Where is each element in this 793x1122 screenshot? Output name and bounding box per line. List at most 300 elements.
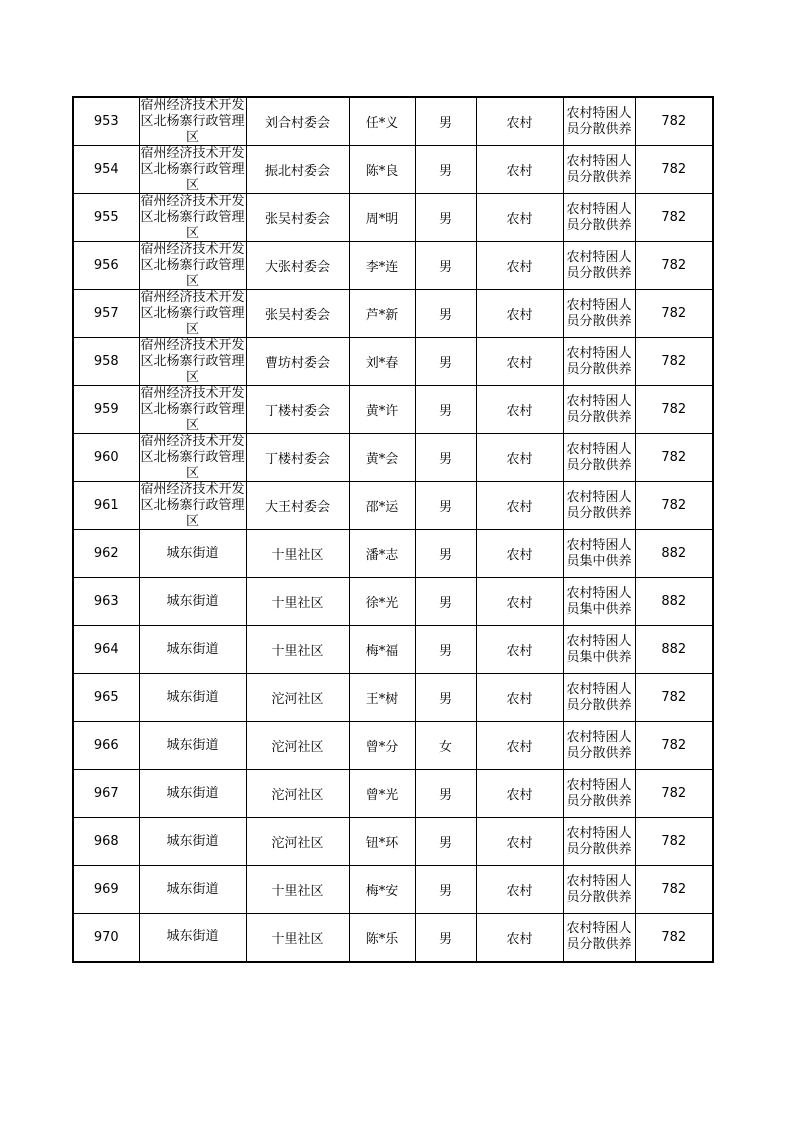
person-name: 陈*乐 — [365, 931, 399, 947]
area-type-cell — [476, 338, 563, 386]
support-category-cell — [563, 434, 635, 482]
person-name: 芦*新 — [365, 308, 399, 323]
row-number-cell — [73, 722, 139, 770]
support-category-cell — [563, 914, 635, 962]
amount: 782 — [661, 929, 687, 945]
row-number: 957 — [93, 306, 119, 321]
area-type: 农村 — [506, 788, 533, 803]
person-name-cell — [349, 578, 415, 626]
person-name-cell — [349, 338, 415, 386]
amount-cell — [635, 626, 713, 674]
district-cell — [139, 242, 246, 290]
support-category: 农村特困人员分散供养 — [566, 153, 632, 185]
village-cell — [246, 674, 349, 722]
person-name-cell — [349, 434, 415, 482]
row-number-cell — [73, 434, 139, 482]
district-cell — [139, 434, 246, 482]
row-number: 964 — [93, 642, 119, 657]
support-category-cell — [563, 626, 635, 674]
area-type-cell — [476, 97, 563, 146]
area-type-cell — [476, 146, 563, 194]
gender-cell — [415, 338, 476, 386]
district-name: 城东街道 — [166, 737, 219, 753]
village-cell — [246, 866, 349, 914]
row-number: 958 — [93, 354, 119, 369]
village-cell — [246, 290, 349, 338]
area-type: 农村 — [506, 596, 533, 611]
district-name: 宿州经济技术开发区北杨寨行政管理区 — [140, 482, 245, 529]
gender-cell — [415, 434, 476, 482]
relief-roster-table — [72, 96, 714, 963]
support-category-cell — [563, 578, 635, 626]
row-number-cell — [73, 386, 139, 434]
gender: 男 — [438, 260, 452, 275]
gender: 男 — [438, 164, 452, 179]
support-category-cell — [563, 530, 635, 578]
gender: 男 — [438, 644, 452, 659]
village-cell — [246, 242, 349, 290]
person-name: 周*明 — [365, 212, 399, 227]
village-cell — [246, 770, 349, 818]
row-number: 954 — [93, 162, 119, 177]
support-category: 农村特困人员分散供养 — [566, 825, 632, 857]
amount: 782 — [661, 690, 687, 705]
amount: 782 — [661, 882, 687, 897]
village-name: 曹坊村委会 — [264, 356, 330, 371]
amount: 782 — [661, 834, 687, 849]
district-name: 宿州经济技术开发区北杨寨行政管理区 — [140, 194, 245, 241]
person-name: 曾*分 — [365, 740, 399, 755]
gender: 女 — [438, 740, 452, 755]
area-type-cell — [476, 674, 563, 722]
gender-cell — [415, 97, 476, 146]
district-cell — [139, 770, 246, 818]
amount-cell — [635, 674, 713, 722]
table-row — [73, 530, 713, 578]
area-type-cell — [476, 194, 563, 242]
table-row — [73, 866, 713, 914]
gender: 男 — [438, 404, 452, 419]
village-cell — [246, 146, 349, 194]
person-name: 李*连 — [365, 260, 399, 275]
support-category: 农村特困人员分散供养 — [566, 441, 632, 473]
support-category: 农村特困人员分散供养 — [566, 729, 632, 761]
support-category: 农村特困人员集中供养 — [566, 585, 632, 617]
row-number-cell — [73, 242, 139, 290]
area-type: 农村 — [506, 260, 533, 275]
area-type: 农村 — [506, 740, 533, 755]
amount-cell — [635, 578, 713, 626]
district-name: 城东街道 — [166, 929, 219, 945]
gender-cell — [415, 866, 476, 914]
person-name: 梅*安 — [365, 884, 399, 899]
support-category: 农村特困人员分散供养 — [566, 681, 632, 713]
support-category-cell — [563, 482, 635, 530]
district-cell — [139, 482, 246, 530]
area-type: 农村 — [506, 308, 533, 323]
amount-cell — [635, 242, 713, 290]
person-name-cell — [349, 914, 415, 962]
gender: 男 — [438, 500, 452, 515]
district-cell — [139, 626, 246, 674]
gender: 男 — [438, 884, 452, 899]
support-category-cell — [563, 866, 635, 914]
amount-cell — [635, 386, 713, 434]
person-name-cell — [349, 866, 415, 914]
support-category: 农村特困人员分散供养 — [566, 297, 632, 329]
person-name: 黄*许 — [365, 404, 399, 419]
area-type-cell — [476, 818, 563, 866]
district-name: 城东街道 — [166, 545, 219, 561]
gender: 男 — [438, 836, 452, 851]
district-cell — [139, 530, 246, 578]
gender-cell — [415, 146, 476, 194]
district-name: 宿州经济技术开发区北杨寨行政管理区 — [140, 98, 245, 145]
table-row — [73, 434, 713, 482]
amount: 782 — [661, 114, 687, 129]
area-type-cell — [476, 866, 563, 914]
village-name: 十里社区 — [271, 884, 324, 899]
gender: 男 — [438, 931, 452, 947]
area-type: 农村 — [506, 884, 533, 899]
village-name: 十里社区 — [271, 596, 324, 611]
amount: 782 — [661, 738, 687, 753]
amount: 882 — [661, 642, 687, 657]
row-number-cell — [73, 338, 139, 386]
area-type: 农村 — [506, 836, 533, 851]
person-name-cell — [349, 386, 415, 434]
amount-cell — [635, 914, 713, 962]
person-name: 邵*运 — [365, 500, 399, 515]
support-category-cell — [563, 386, 635, 434]
district-cell — [139, 866, 246, 914]
support-category: 农村特困人员分散供养 — [566, 777, 632, 809]
gender: 男 — [438, 356, 452, 371]
support-category-cell — [563, 338, 635, 386]
area-type: 农村 — [506, 116, 533, 131]
person-name-cell — [349, 770, 415, 818]
gender: 男 — [438, 452, 452, 467]
district-cell — [139, 194, 246, 242]
village-name: 张吴村委会 — [264, 308, 330, 323]
row-number-cell — [73, 818, 139, 866]
row-number-cell — [73, 914, 139, 962]
district-cell — [139, 146, 246, 194]
amount: 782 — [661, 450, 687, 465]
row-number: 956 — [93, 258, 119, 273]
row-number: 966 — [93, 738, 119, 753]
gender-cell — [415, 290, 476, 338]
amount: 782 — [661, 402, 687, 417]
village-name: 沱河社区 — [271, 788, 324, 803]
table-row — [73, 770, 713, 818]
table-row — [73, 722, 713, 770]
row-number-cell — [73, 578, 139, 626]
area-type: 农村 — [506, 356, 533, 371]
village-cell — [246, 818, 349, 866]
row-number: 961 — [93, 498, 119, 513]
amount-cell — [635, 97, 713, 146]
person-name-cell — [349, 722, 415, 770]
support-category: 农村特困人员分散供养 — [566, 393, 632, 425]
village-cell — [246, 530, 349, 578]
support-category-cell — [563, 770, 635, 818]
table-row — [73, 290, 713, 338]
area-type-cell — [476, 770, 563, 818]
amount: 782 — [661, 210, 687, 225]
support-category: 农村特困人员分散供养 — [566, 921, 632, 953]
village-cell — [246, 722, 349, 770]
amount-cell — [635, 434, 713, 482]
area-type-cell — [476, 530, 563, 578]
district-name: 宿州经济技术开发区北杨寨行政管理区 — [140, 338, 245, 385]
amount: 782 — [661, 786, 687, 801]
support-category: 农村特困人员分散供养 — [566, 105, 632, 137]
support-category-cell — [563, 146, 635, 194]
table-row — [73, 146, 713, 194]
district-cell — [139, 97, 246, 146]
support-category: 农村特困人员集中供养 — [566, 537, 632, 569]
table-row — [73, 818, 713, 866]
row-number: 959 — [93, 402, 119, 417]
person-name: 曾*光 — [365, 788, 399, 803]
village-name: 沱河社区 — [271, 836, 324, 851]
table-row — [73, 242, 713, 290]
amount-cell — [635, 146, 713, 194]
row-number: 970 — [93, 929, 119, 945]
support-category-cell — [563, 290, 635, 338]
area-type: 农村 — [506, 548, 533, 563]
support-category: 农村特困人员分散供养 — [566, 201, 632, 233]
row-number: 962 — [93, 546, 119, 561]
support-category-cell — [563, 194, 635, 242]
district-name: 宿州经济技术开发区北杨寨行政管理区 — [140, 146, 245, 193]
table-row — [73, 626, 713, 674]
support-category: 农村特困人员集中供养 — [566, 633, 632, 665]
row-number: 960 — [93, 450, 119, 465]
district-cell — [139, 818, 246, 866]
district-cell — [139, 674, 246, 722]
person-name: 黄*会 — [365, 452, 399, 467]
district-cell — [139, 290, 246, 338]
amount-cell — [635, 194, 713, 242]
district-name: 宿州经济技术开发区北杨寨行政管理区 — [140, 290, 245, 337]
amount-cell — [635, 866, 713, 914]
person-name-cell — [349, 626, 415, 674]
row-number: 969 — [93, 882, 119, 897]
village-cell — [246, 626, 349, 674]
row-number: 955 — [93, 210, 119, 225]
district-name: 城东街道 — [166, 593, 219, 609]
gender: 男 — [438, 308, 452, 323]
support-category-cell — [563, 97, 635, 146]
amount: 882 — [661, 546, 687, 561]
area-type-cell — [476, 626, 563, 674]
gender: 男 — [438, 548, 452, 563]
person-name-cell — [349, 674, 415, 722]
person-name: 钮*环 — [365, 836, 399, 851]
roster-body — [73, 97, 713, 962]
area-type-cell — [476, 914, 563, 962]
person-name: 潘*志 — [365, 548, 399, 563]
area-type: 农村 — [506, 500, 533, 515]
table-row — [73, 97, 713, 146]
row-number-cell — [73, 97, 139, 146]
row-number-cell — [73, 866, 139, 914]
person-name-cell — [349, 97, 415, 146]
person-name: 王*树 — [365, 692, 399, 707]
amount-cell — [635, 482, 713, 530]
village-cell — [246, 434, 349, 482]
support-category-cell — [563, 242, 635, 290]
amount-cell — [635, 290, 713, 338]
village-cell — [246, 97, 349, 146]
village-name: 十里社区 — [271, 931, 324, 947]
row-number-cell — [73, 674, 139, 722]
village-name: 十里社区 — [271, 548, 324, 563]
village-name: 刘合村委会 — [264, 116, 330, 131]
amount: 782 — [661, 258, 687, 273]
district-cell — [139, 578, 246, 626]
row-number: 967 — [93, 786, 119, 801]
person-name: 梅*福 — [365, 644, 399, 659]
row-number-cell — [73, 194, 139, 242]
support-category-cell — [563, 818, 635, 866]
row-number-cell — [73, 626, 139, 674]
support-category: 农村特困人员分散供养 — [566, 345, 632, 377]
district-name: 城东街道 — [166, 833, 219, 849]
table-row — [73, 386, 713, 434]
district-cell — [139, 386, 246, 434]
support-category: 农村特困人员分散供养 — [566, 873, 632, 905]
area-type: 农村 — [506, 404, 533, 419]
person-name-cell — [349, 818, 415, 866]
person-name: 徐*光 — [365, 596, 399, 611]
row-number: 968 — [93, 834, 119, 849]
gender: 男 — [438, 212, 452, 227]
village-cell — [246, 386, 349, 434]
amount: 782 — [661, 306, 687, 321]
village-name: 振北村委会 — [264, 164, 330, 179]
amount: 782 — [661, 354, 687, 369]
gender-cell — [415, 770, 476, 818]
person-name: 刘*春 — [365, 356, 399, 371]
area-type-cell — [476, 242, 563, 290]
table-row — [73, 578, 713, 626]
amount: 882 — [661, 594, 687, 609]
gender-cell — [415, 818, 476, 866]
village-cell — [246, 578, 349, 626]
amount: 782 — [661, 162, 687, 177]
area-type: 农村 — [506, 931, 533, 947]
person-name-cell — [349, 530, 415, 578]
village-name: 沱河社区 — [271, 740, 324, 755]
village-name: 沱河社区 — [271, 692, 324, 707]
amount-cell — [635, 770, 713, 818]
support-category-cell — [563, 722, 635, 770]
village-cell — [246, 194, 349, 242]
person-name-cell — [349, 290, 415, 338]
person-name: 陈*良 — [365, 164, 399, 179]
person-name-cell — [349, 482, 415, 530]
row-number-cell — [73, 146, 139, 194]
amount-cell — [635, 530, 713, 578]
area-type-cell — [476, 578, 563, 626]
area-type: 农村 — [506, 692, 533, 707]
district-name: 城东街道 — [166, 689, 219, 705]
table-row — [73, 674, 713, 722]
gender-cell — [415, 578, 476, 626]
gender: 男 — [438, 116, 452, 131]
area-type: 农村 — [506, 164, 533, 179]
row-number: 953 — [93, 114, 119, 129]
table-row — [73, 194, 713, 242]
village-cell — [246, 338, 349, 386]
gender-cell — [415, 242, 476, 290]
amount-cell — [635, 818, 713, 866]
district-cell — [139, 914, 246, 962]
amount-cell — [635, 338, 713, 386]
row-number-cell — [73, 290, 139, 338]
area-type-cell — [476, 722, 563, 770]
row-number-cell — [73, 530, 139, 578]
district-name: 城东街道 — [166, 881, 219, 897]
row-number-cell — [73, 482, 139, 530]
table-row — [73, 914, 713, 962]
row-number: 963 — [93, 594, 119, 609]
support-category: 农村特困人员分散供养 — [566, 489, 632, 521]
gender-cell — [415, 626, 476, 674]
area-type-cell — [476, 386, 563, 434]
support-category-cell — [563, 674, 635, 722]
gender-cell — [415, 194, 476, 242]
area-type: 农村 — [506, 644, 533, 659]
district-name: 宿州经济技术开发区北杨寨行政管理区 — [140, 242, 245, 289]
district-cell — [139, 722, 246, 770]
gender-cell — [415, 530, 476, 578]
village-name: 丁楼村委会 — [264, 452, 330, 467]
person-name-cell — [349, 242, 415, 290]
village-cell — [246, 914, 349, 962]
village-name: 张吴村委会 — [264, 212, 330, 227]
person-name: 任*义 — [365, 116, 399, 131]
gender: 男 — [438, 596, 452, 611]
amount: 782 — [661, 498, 687, 513]
village-name: 大张村委会 — [264, 260, 330, 275]
table-row — [73, 482, 713, 530]
district-cell — [139, 338, 246, 386]
person-name-cell — [349, 194, 415, 242]
village-name: 丁楼村委会 — [264, 404, 330, 419]
gender-cell — [415, 722, 476, 770]
person-name-cell — [349, 146, 415, 194]
area-type: 农村 — [506, 452, 533, 467]
village-cell — [246, 482, 349, 530]
row-number-cell — [73, 770, 139, 818]
district-name: 城东街道 — [166, 785, 219, 801]
area-type-cell — [476, 434, 563, 482]
row-number: 965 — [93, 690, 119, 705]
district-name: 宿州经济技术开发区北杨寨行政管理区 — [140, 434, 245, 481]
area-type-cell — [476, 290, 563, 338]
table-row — [73, 338, 713, 386]
support-category: 农村特困人员分散供养 — [566, 249, 632, 281]
gender-cell — [415, 914, 476, 962]
district-name: 城东街道 — [166, 641, 219, 657]
village-name: 大王村委会 — [264, 500, 330, 515]
district-name: 宿州经济技术开发区北杨寨行政管理区 — [140, 386, 245, 433]
gender-cell — [415, 482, 476, 530]
